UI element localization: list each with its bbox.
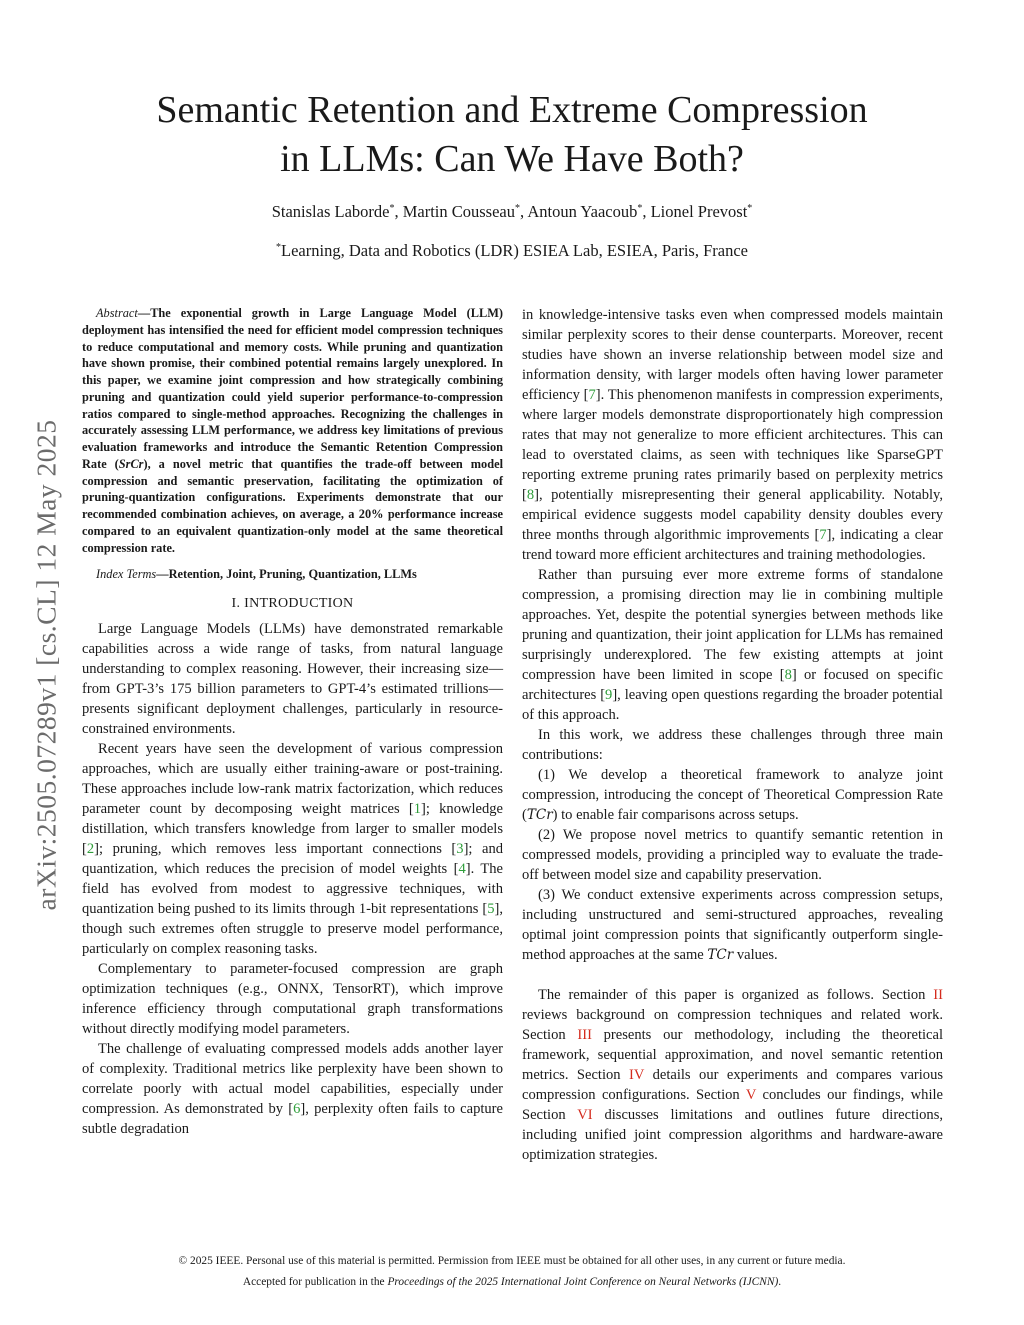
arxiv-identifier <box>31 370 62 960</box>
intro-paragraph-1: Large Language Models (LLMs) have demonstrated remarkable capabilities across a wide range of tasks, from natural language understanding to complex reasoning. However, their increasing size—from GPT-3’s 175 billion parameters to GPT-4’s estimated trillions—presents significant deployment challenges, particularly in resource-constrained environments. <box>82 621 503 737</box>
index-terms-text: —Retention, Joint, Pruning, Quantization, LLMs <box>156 567 417 582</box>
author-mark: * <box>747 203 753 214</box>
section-name-rest: NTRODUCTION <box>249 596 354 611</box>
paragraph-text: ], perplexity often fails to capture subtle degradation <box>82 1101 503 1137</box>
affiliation-mark: * <box>276 242 282 253</box>
paragraph-text: ] or focused on specific architectures [ <box>522 667 944 703</box>
paragraph-text: in knowledge-intensive tasks even when compressed models maintain similar perplexity scores to their dense counterparts. Moreover, recent studies have shown an inverse relationship between model size and information density, with larger models often having lower parameter efficiency [ <box>522 307 943 403</box>
paragraph-text: Rather than pursuing ever more extreme forms of standalone compression, a promising direction may lie in combining multiple approaches. Yet, despite the potential synergies between methods like pruning and quantization, their joint application for LLMs has remained surprisingly underexplored. The few existing attempts at joint compression have been limited in scope [ <box>522 567 943 683</box>
author-mark: * <box>515 203 520 214</box>
tcr-symbol: TCr <box>707 947 734 963</box>
section-number: I. <box>231 596 245 611</box>
abstract-metric-name: SrCr <box>118 456 144 471</box>
abstract <box>82 305 503 556</box>
paper-title <box>90 86 934 184</box>
affiliation-text: Learning, Data and Robotics (LDR) ESIEA Lab, ESIEA, Paris, France <box>281 241 748 260</box>
intro-paragraph-3: Complementary to parameter-focused compression are graph optimization techniques (e.g., ONNX, TensorRT), which improve inference efficiency through computational graph transformations without directly modifying model parameters. <box>82 961 503 1037</box>
citation-link[interactable]: 3 <box>456 841 464 857</box>
paragraph-text: ], potentially misrepresenting their general applicability. Notably, empirical evidence suggests model capability density doubles every three months through algorithmic improvements [ <box>522 487 943 543</box>
paragraph-text: ], though such extremes often struggle to preserve model performance, particularly on complex reasoning tasks. <box>82 901 503 957</box>
section-heading-introduction <box>82 595 503 613</box>
citation-link[interactable]: 9 <box>605 687 613 703</box>
intro-paragraph-4 <box>82 1039 503 1139</box>
affiliation <box>90 240 934 262</box>
paragraph-text: ], indicating a clear trend toward more efficient architectures and training methodologies. <box>522 527 943 563</box>
section-link[interactable]: V <box>745 1087 757 1103</box>
author-name: Martin Cousseau <box>402 202 515 221</box>
contribution-1 <box>522 765 943 825</box>
paragraph-text: details our experiments and compares various compression configurations. Section <box>522 1067 943 1103</box>
contribution-3 <box>522 885 943 965</box>
paragraph-text: ]. The field has evolved from modest to aggressive techniques, with quantization being pushed to its limits through 1-bit representations [ <box>82 861 503 917</box>
paper-outline-paragraph <box>522 985 943 1165</box>
author-name: Stanislas Laborde <box>271 202 390 221</box>
author-mark: * <box>389 203 395 214</box>
arxiv-identifier-text: arXiv:2505.07289v1 [cs.CL] 12 May 2025 <box>31 419 62 911</box>
copyright-footer <box>60 1251 964 1293</box>
intro-paragraph-5 <box>522 305 943 565</box>
section-link[interactable]: II <box>933 987 943 1003</box>
paragraph-text: The remainder of this paper is organized as follows. Section <box>538 987 934 1003</box>
paragraph-text: Recent years have seen the development of various compression approaches, which are usually either training-aware or post-training. These approaches include low-rank matrix factorization, which reduces parameter count by decomposing weight matrices [ <box>82 741 503 817</box>
index-terms-label: Index Terms <box>96 567 157 582</box>
title-line-1: Semantic Retention and Extreme Compression <box>156 89 868 131</box>
citation-link[interactable]: 7 <box>588 387 596 403</box>
citation-link[interactable]: 7 <box>819 527 827 543</box>
citation-link[interactable]: 6 <box>293 1101 301 1117</box>
abstract-text-1: The exponential growth in Large Language Model (LLM) deployment has intensified the need for efficient model compression techniques to reduce computational and memory costs. While pruning and quantization have shown promise, their combined potential remains largely unexplored. In this paper, we examine joint compression and how strategically combining pruning and quantization could yield superior performance-to-compression ratios compared to single-method approaches. Recognizing the challenges in accurately assessing LLM performance, we address key limitations of previous evaluation frameworks and introduce the Semantic Retention Compression Rate ( <box>82 306 503 471</box>
paragraph-text: values. <box>733 947 778 963</box>
section-link[interactable]: IV <box>629 1067 645 1083</box>
paragraph-text: ]; pruning, which removes less important connections [ <box>94 841 457 857</box>
paragraph-text: The challenge of evaluating compressed models adds another layer of complexity. Traditional metrics like perplexity have been shown to correlate poorly with actual model capabilities, especially under compression. As demonstrated by [ <box>82 1041 503 1117</box>
publication-note-suffix: . <box>778 1276 782 1288</box>
paragraph-text: ], leaving open questions regarding the broader potential of this approach. <box>522 687 943 723</box>
intro-paragraph-6 <box>522 565 943 725</box>
index-terms <box>82 566 503 583</box>
citation-link[interactable]: 8 <box>526 487 535 503</box>
right-column <box>522 305 943 1165</box>
contribution-2: (2) We propose novel metrics to quantify semantic retention in compressed models, providing a principled way to evaluate the trade-off between model size and capability preservation. <box>522 827 943 883</box>
left-column <box>82 305 503 1139</box>
citation-link[interactable]: 2 <box>86 841 95 857</box>
paragraph-text: presents our methodology, including the theoretical framework, sequential approximation, and novel semantic retention metrics. Section <box>522 1027 943 1083</box>
author-list: Stanislas Laborde*, Martin Cousseau*, Antoun Yaacoub*, Lionel Prevost* <box>271 202 753 221</box>
title-line-2: in LLMs: Can We Have Both? <box>280 138 744 180</box>
contributions-intro: In this work, we address these challenges through three main contributions: <box>522 727 943 763</box>
citation-link[interactable]: 5 <box>487 901 495 917</box>
section-link[interactable]: III <box>577 1027 592 1043</box>
paragraph-text: (1) We develop a theoretical framework to analyze joint compression, introducing the concept of Theoretical Compression Rate ( <box>522 767 943 823</box>
paragraph-text: ]; knowledge distillation, which transfers knowledge from larger to smaller models [ <box>82 801 503 857</box>
paragraph-text: ) to enable fair comparisons across setups. <box>552 807 799 823</box>
publication-venue: Proceedings of the 2025 International Joint Conference on Neural Networks (IJCNN) <box>387 1276 779 1288</box>
paragraph-text: reviews background on compression techniques and related work. Section <box>522 1007 943 1043</box>
section-name-initial: I <box>244 596 250 611</box>
paragraph-text: ]. This phenomenon manifests in compression experiments, where larger models demonstrate disproportionately high compression rates that may not generalize to more efficient architectures. This can lead to overstated claims, as seen with techniques like SparseGPT reporting extreme pruning rates primarily based on perplexity metrics [ <box>522 387 943 503</box>
citation-link[interactable]: 8 <box>784 667 792 683</box>
paragraph-text: ]; and quantization, which reduces the precision of model weights [ <box>82 841 503 877</box>
publication-note-prefix: Accepted for publication in the <box>242 1276 388 1288</box>
paragraph-spacer <box>522 965 943 985</box>
paragraph-text: (3) We conduct extensive experiments across compression setups, including unstructured and semi-structured approaches, revealing optimal joint compression points that significantly outperform single-method approaches at the same <box>522 887 943 963</box>
citation-link[interactable]: 4 <box>458 861 466 877</box>
abstract-dash: — <box>137 306 151 320</box>
tcr-symbol: TCr <box>526 807 553 823</box>
abstract-text-2: ), a novel metric that quantifies the trade-off between model compression and semantic preservation, facilitating the optimization of pruning-quantization configurations. Experiments demonstrate that our recommended combination achieves, on average, a 20% performance increase compared to an equivalent quantization-only model at the same theoretical compression rate. <box>82 456 504 555</box>
paragraph-text: discusses limitations and outlines future directions, including unified joint compression algorithms and hardware-aware optimization strategies. <box>522 1107 943 1163</box>
author-mark: * <box>637 203 643 214</box>
citation-link[interactable]: 1 <box>413 801 422 817</box>
section-link[interactable]: VI <box>577 1107 593 1123</box>
publication-note <box>60 1272 964 1293</box>
intro-paragraph-2 <box>82 739 503 959</box>
author-name: Lionel Prevost <box>650 202 748 221</box>
abstract-label: Abstract <box>96 306 138 320</box>
paragraph-text: concludes our findings, while Section <box>522 1087 943 1123</box>
author-name: Antoun Yaacoub <box>527 202 638 221</box>
copyright-notice: © 2025 IEEE. Personal use of this material is permitted. Permission from IEEE must be obtained for all other uses, in any current or future media. <box>178 1255 846 1267</box>
